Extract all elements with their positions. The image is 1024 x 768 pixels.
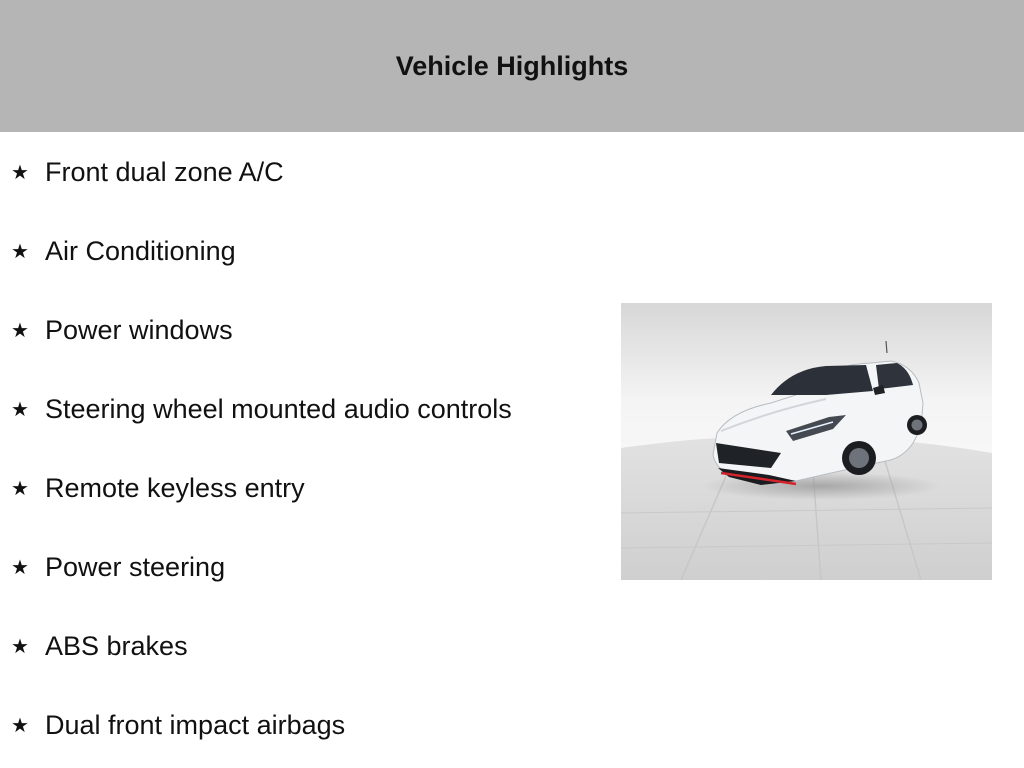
page-title: Vehicle Highlights	[395, 50, 629, 81]
star-icon: ★	[11, 160, 29, 184]
list-item	[0, 705, 600, 745]
list-item	[0, 547, 600, 587]
star-icon: ★	[11, 239, 29, 263]
star-icon: ★	[11, 555, 29, 579]
highlight-label: Remote keyless entry	[45, 472, 305, 503]
highlight-label: ABS brakes	[45, 630, 188, 661]
highlight-label: Power steering	[45, 551, 226, 582]
highlight-label: Air Conditioning	[45, 235, 236, 266]
star-icon: ★	[11, 397, 29, 421]
star-icon: ★	[11, 713, 29, 737]
highlight-label: Steering wheel mounted audio controls	[45, 393, 512, 424]
header-bar	[0, 0, 1024, 132]
list-item	[0, 152, 600, 192]
star-icon: ★	[11, 634, 29, 658]
star-icon: ★	[11, 476, 29, 500]
highlight-label: Power windows	[45, 314, 233, 345]
list-item	[0, 468, 600, 508]
list-item	[0, 231, 600, 271]
vehicle-photo	[621, 303, 992, 580]
highlight-label: Front dual zone A/C	[45, 156, 284, 187]
list-item	[0, 389, 600, 429]
list-item	[0, 626, 600, 666]
highlight-label: Dual front impact airbags	[45, 709, 346, 740]
list-item	[0, 310, 600, 350]
star-icon: ★	[11, 318, 29, 342]
